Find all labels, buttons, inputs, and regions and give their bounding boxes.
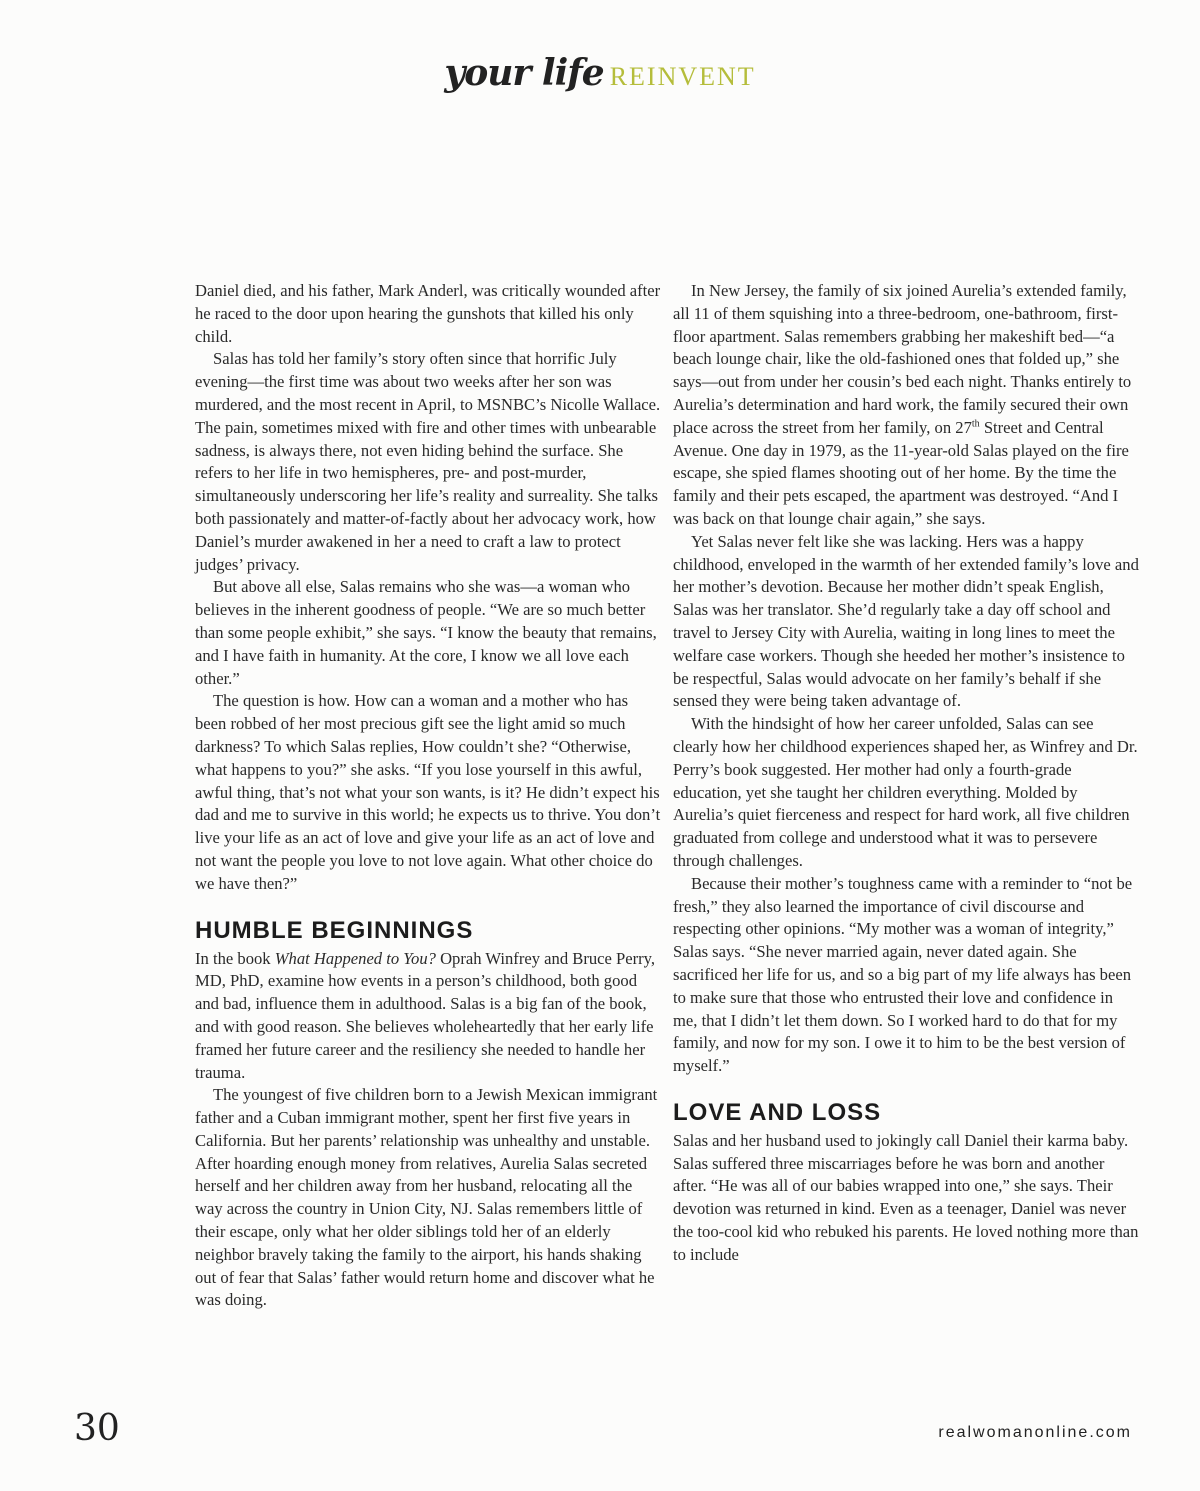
paragraph: In the book What Happened to You? Oprah Winfrey and Bruce Perry, MD, PhD, examine how events in a person’s childhood, both good and bad, influence them in adulthood. Salas is a big fan of the book, and with good reason. She believes wholeheartedly that her early life framed her future career and the resiliency she needed to handle her trauma.	[195, 948, 656, 1082]
paragraph: In New Jersey, the family of six joined Aurelia’s extended family, all 11 of them squishing into a three-bedroom, one-bathroom, first-floor apartment. Salas remembers grabbing her makeshift bed—“a beach lounge chair, like the old-fashioned ones that folded up,” she says—out from under her cousin’s bed each night. Thanks entirely to Aurelia’s determination and hard work, the family secured their own place across the street from her family, on 27th Street and Central Avenue. One day in 1979, as the 11-year-old Salas played on the fire escape, she spied flames shooting out of her home. By the time the family and their pets escaped, the apartment was destroyed. “And I was back on that lounge chair again,” she says.	[673, 281, 1132, 528]
book-title: What Happened to You?	[274, 948, 436, 968]
header-script-title: your life	[444, 52, 604, 94]
paragraph: Because their mother’s toughness came with a reminder to “not be fresh,” they also learned the importance of civil discourse and respecting other opinions. “My mother was a woman of integrity,” Salas says. “She never married again, never dated again. She sacrificed her life for us, and so a big part of my life always has been to make sure that those who entrusted their love and confidence in me, that I didn’t let them down. So I worked hard to do that for my family, and now for my son. I owe it to him to be the best version of myself.”	[673, 873, 1133, 1076]
left-column	[195, 280, 661, 1312]
paragraph: But above all else, Salas remains who she was—a woman who believes in the inherent goodness of people. “We are so much better than some people exhibit,” she says. “I know the beauty that remains, and I have faith in humanity. At the core, I know we all love each other.”	[195, 577, 657, 688]
section-heading: HUMBLE BEGINNINGS	[195, 916, 474, 944]
running-header	[0, 52, 1200, 94]
right-column	[673, 280, 1139, 1267]
paragraph: The youngest of five children born to a Jewish Mexican immigrant father and a Cuban immigrant mother, spent her first five years in California. But her parents’ relationship was unhealthy and unstable. After hoarding enough money from relatives, Aurelia Salas secreted herself and her children away from her husband, relocating all the way across the country in Union City, NJ. Salas remembers little of their escape, only what her older siblings told her of an elderly neighbor bravely taking the family to the airport, his hands shaking out of fear that Salas’ father would return home and discover what he was doing.	[195, 1085, 658, 1310]
paragraph: Daniel died, and his father, Mark Anderl, was critically wounded after he raced to the door upon hearing the gunshots that killed his only child.	[195, 281, 661, 346]
paragraph: Salas and her husband used to jokingly call Daniel their karma baby. Salas suffered three miscarriages before he was born and another after. “He was all of our babies wrapped into one,” she says. Their devotion was returned in kind. Even as a teenager, Daniel was never the too-cool kid who rebuked his parents. He loved nothing more than to include	[673, 1130, 1139, 1264]
paragraph: With the hindsight of how her career unfolded, Salas can see clearly how her childhood experiences shaped her, as Winfrey and Dr. Perry’s book suggested. Her mother had only a fourth-grade education, yet she taught her children everything. Molded by Aurelia’s quiet fierceness and respect for hard work, all five children graduated from college and understood what it was to persevere through challenges.	[673, 714, 1138, 870]
section-heading: LOVE AND LOSS	[673, 1098, 882, 1126]
page-number: 30	[74, 1408, 120, 1449]
paragraph: Yet Salas never felt like she was lacking. Hers was a happy childhood, enveloped in the warmth of her extended family’s love and her mother’s devotion. Because her mother didn’t speak English, Salas was her translator. She’d regularly take a day off school and travel to Jersey City with Aurelia, waiting in long lines to meet the welfare case workers. Though she heeded her mother’s insistence to be respectful, Salas would advocate on her family’s behalf if she sensed they were being taken advantage of.	[673, 531, 1139, 711]
header-section-label: REINVENT	[609, 62, 756, 91]
paragraph: The question is how. How can a woman and a mother who has been robbed of her most precious gift see the light amid so much darkness? To which Salas replies, How couldn’t she? “Otherwise, what happens to you?” she asks. “If you lose yourself in this awful, awful thing, that’s not what your son wants, is it? He didn’t expect his dad and me to survive in this world; he expects us to thrive. You don’t live your life as an act of love and give your life as an act of love and not want the people you love to not love again. What other choice do we have then?”	[195, 691, 661, 893]
paragraph: Salas has told her family’s story often since that horrific July evening—the first time was about two weeks after her son was murdered, and the most recent in April, to MSNBC’s Nicolle Wallace. The pain, sometimes mixed with fire and other times with unbearable sadness, is always there, not even hiding behind the surface. She refers to her life in two hemispheres, pre- and post-murder, simultaneously underscoring her life’s reality and surreality. She talks both passionately and matter-of-factly about her advocacy work, how Daniel’s murder awakened in her a need to craft a law to protect judges’ privacy.	[195, 349, 661, 574]
footer-url: realwomanonline.com	[938, 1424, 1132, 1441]
